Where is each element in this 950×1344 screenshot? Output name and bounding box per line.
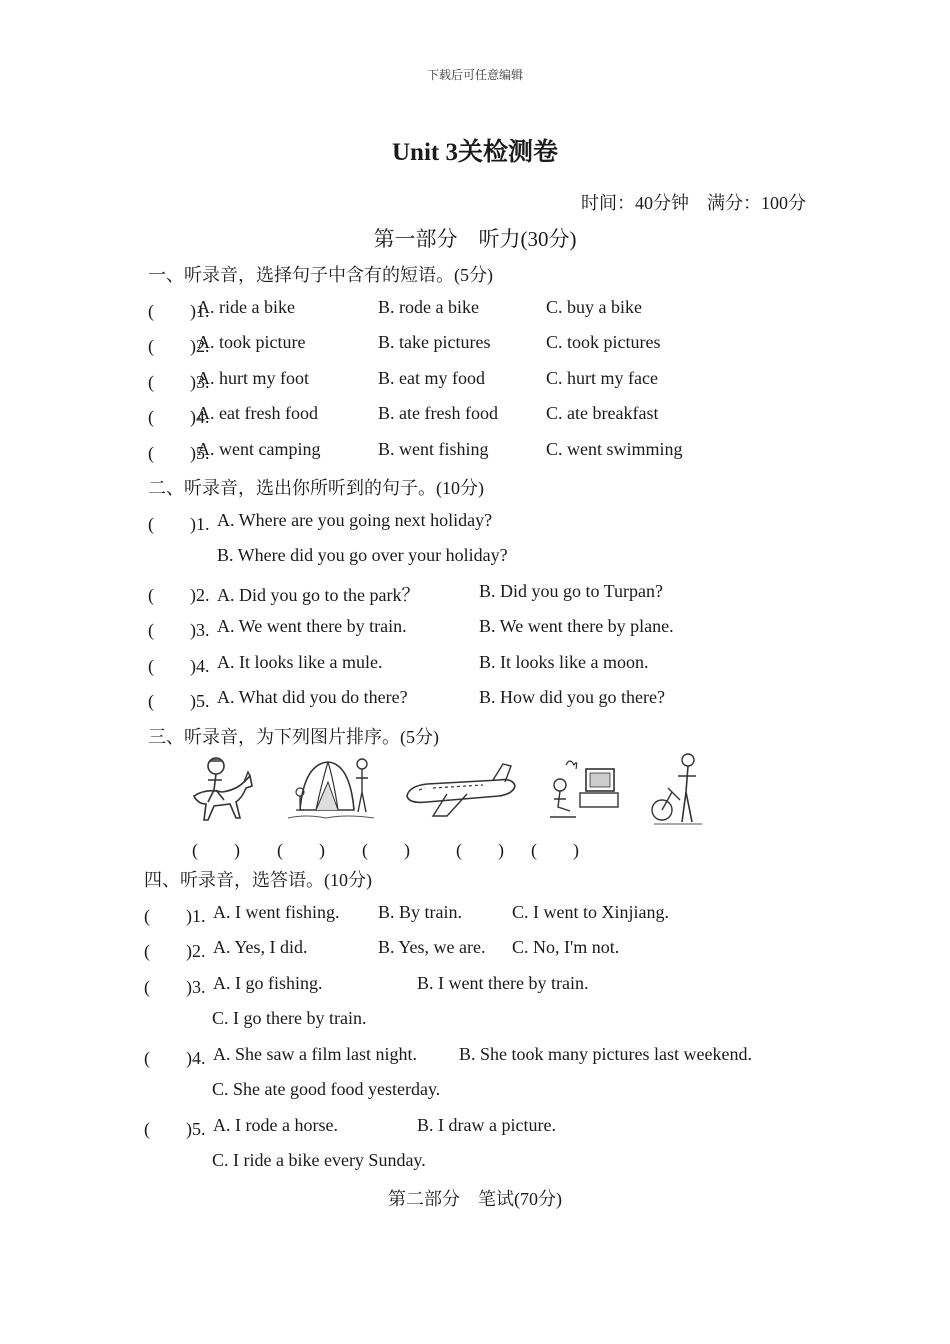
children-camping-tent-icon	[286, 752, 376, 824]
airplane-icon	[403, 762, 519, 820]
s4-question-5-option-c-row	[144, 1150, 824, 1176]
s4-question-4	[144, 1044, 824, 1070]
option-a: A. It looks like a mule.	[217, 652, 383, 672]
question-number: ( )3.	[144, 977, 206, 997]
question-number: ( )5.	[144, 1119, 206, 1139]
option-b: B. I draw a picture.	[417, 1115, 556, 1135]
option-b: B. take pictures	[378, 332, 491, 352]
option-a: A. I rode a horse.	[213, 1115, 338, 1135]
part1-title: 第一部分 听力(30分)	[373, 227, 577, 251]
part2-title: 第二部分 笔试(70分)	[388, 1189, 562, 1209]
s2-question-4	[148, 652, 798, 678]
s2-question-1-option-b-row	[148, 545, 798, 571]
option-a: A. We went there by train.	[217, 616, 407, 636]
option-b: B. rode a bike	[378, 297, 479, 317]
page-title: Unit 3关检测卷	[392, 139, 558, 166]
question-number: ( )1.	[144, 906, 206, 926]
boy-riding-horse-icon	[186, 752, 256, 824]
option-a: A. took picture	[197, 332, 306, 352]
option-b: B. How did you go there?	[479, 687, 665, 707]
answer-blank: ( )	[456, 840, 504, 860]
s1-question-2	[148, 332, 798, 358]
option-b: B. It looks like a moon.	[479, 652, 649, 672]
question-number: ( )2.	[144, 941, 206, 961]
option-a: A. Did you go to the park？	[217, 585, 420, 605]
option-c: C. ate breakfast	[546, 403, 659, 423]
option-b: B. eat my food	[378, 368, 485, 388]
s1-question-1	[148, 297, 798, 323]
option-a: A. eat fresh food	[197, 403, 318, 423]
section3-title: 三、听录音，为下列图片排序。(5分)	[148, 727, 439, 747]
option-a: A. She saw a film last night.	[213, 1044, 417, 1064]
question-number: ( )2.	[148, 585, 210, 605]
question-number: ( )1.	[148, 301, 210, 321]
question-number: ( )1.	[148, 514, 210, 534]
option-c: C. I went to Xinjiang.	[512, 902, 669, 922]
s1-question-3	[148, 368, 798, 394]
s3-answer-blanks	[0, 836, 950, 862]
section2-title: 二、听录音，选出你所听到的句子。(10分)	[148, 478, 484, 498]
question-number: ( )3.	[148, 620, 210, 640]
s2-question-5	[148, 687, 798, 713]
option-b: B. ate fresh food	[378, 403, 498, 423]
option-a: A. What did you do there?	[217, 687, 408, 707]
answer-blank: ( )	[277, 840, 325, 860]
option-c: C. No, I'm not.	[512, 937, 620, 957]
option-c: C. went swimming	[546, 439, 683, 459]
answer-blank: ( )	[531, 840, 579, 860]
option-b: B. Did you go to Turpan?	[479, 581, 664, 601]
s1-question-5	[148, 439, 798, 465]
option-a: A. hurt my foot	[197, 368, 309, 388]
option-c: C. I go there by train.	[212, 1008, 367, 1028]
s4-question-3	[144, 973, 824, 999]
s4-question-2	[144, 937, 824, 963]
option-c: C. She ate good food yesterday.	[212, 1079, 441, 1099]
s2-question-3	[148, 616, 798, 642]
question-number: ( )5.	[148, 691, 210, 711]
header-note: 下载后可任意编辑	[426, 68, 523, 82]
s2-question-2	[148, 581, 798, 607]
question-number: ( )2.	[148, 336, 210, 356]
option-c: C. buy a bike	[546, 297, 642, 317]
option-a: A. I went fishing.	[213, 902, 340, 922]
s4-question-5	[144, 1115, 824, 1141]
option-c: C. took pictures	[546, 332, 661, 352]
option-c: C. hurt my face	[546, 368, 658, 388]
time-score-info: 时间：40分钟 满分：100分	[581, 193, 806, 213]
s4-question-1	[144, 902, 824, 928]
option-a: A. ride a bike	[197, 297, 295, 317]
section1-title: 一、听录音，选择句子中含有的短语。(5分)	[148, 265, 493, 285]
question-number: ( )4.	[148, 656, 210, 676]
option-a: A. I go fishing.	[213, 973, 323, 993]
answer-blank: ( )	[192, 840, 240, 860]
s4-question-3-option-c-row	[144, 1008, 824, 1034]
girl-watching-tv-icon	[546, 755, 620, 825]
s1-question-4	[148, 403, 798, 429]
section4-title: 四、听录音，选答语。(10分)	[144, 870, 372, 890]
s4-question-4-option-c-row	[144, 1079, 824, 1105]
option-b: B. Yes, we are.	[378, 937, 486, 957]
option-c: C. I ride a bike every Sunday.	[212, 1150, 426, 1170]
option-b: B. We went there by plane.	[479, 616, 674, 636]
option-a: A. Yes, I did.	[213, 937, 308, 957]
option-a: A. went camping	[197, 439, 321, 459]
option-b: B. I went there by train.	[417, 973, 589, 993]
option-b: B. By train.	[378, 902, 462, 922]
man-with-bike-icon	[650, 752, 706, 826]
question-number: ( )4.	[144, 1048, 206, 1068]
s2-question-1	[148, 510, 798, 536]
question-number: ( )3.	[148, 372, 210, 392]
option-b: B. Where did you go over your holiday?	[217, 545, 508, 565]
option-a: A. Where are you going next holiday?	[217, 510, 493, 530]
question-number: ( )5.	[148, 443, 210, 463]
option-b: B. went fishing	[378, 439, 489, 459]
option-b: B. She took many pictures last weekend.	[459, 1044, 752, 1064]
answer-blank: ( )	[362, 840, 410, 860]
question-number: ( )4.	[148, 407, 210, 427]
